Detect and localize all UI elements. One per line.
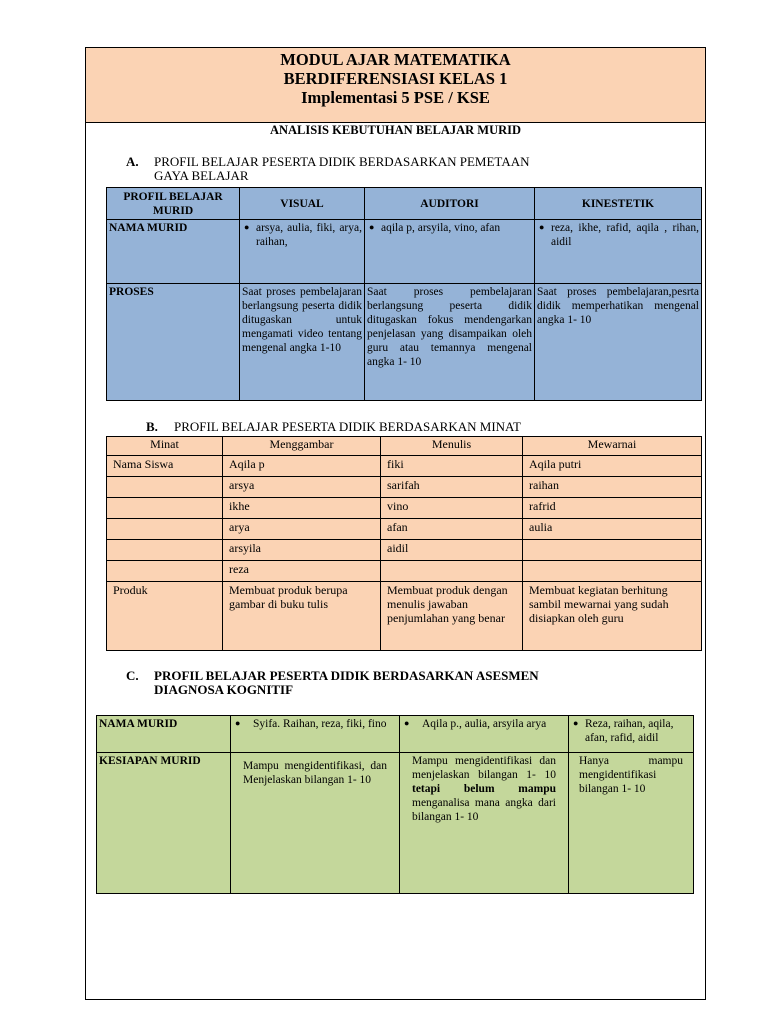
section-c-heading	[126, 669, 539, 697]
table-cell: Aqila p	[223, 456, 381, 477]
table-row	[107, 498, 702, 519]
kesiapan-col2	[400, 753, 569, 894]
row-label-produk: Produk	[107, 582, 223, 651]
section-c-letter: C.	[126, 668, 139, 683]
section-a-letter: A.	[126, 154, 139, 169]
table-cell: fiki	[381, 456, 523, 477]
header-menggambar: Menggambar	[223, 437, 381, 456]
kesiapan-col2-part-a: Mampu mengidentifikasi dan menjelaskan bilangan 1- 10	[412, 755, 556, 781]
table-cell	[523, 561, 702, 582]
section-a-title-line1: PROFIL BELAJAR PESERTA DIDIK BERDASARKAN PEMETAAN	[154, 154, 530, 169]
header-title-line1: MODUL AJAR MATEMATIKA	[280, 50, 511, 69]
table-row	[107, 284, 702, 401]
table-cell: aidil	[381, 540, 523, 561]
cognitive-names-3: ● Reza, raihan, aqila, afan, rafid, aidil	[569, 716, 694, 753]
analysis-subtitle: ANALISIS KEBUTUHAN BELAJAR MURID	[269, 123, 522, 137]
section-c-title-line2: DIAGNOSA KOGNITIF	[154, 682, 294, 697]
table-row	[97, 753, 694, 894]
header-title-line2: BERDIFERENSIASI KELAS 1	[283, 69, 508, 88]
table-header-row	[107, 437, 702, 456]
header-auditori: AUDITORI	[365, 188, 535, 220]
section-b-title: PROFIL BELAJAR PESERTA DIDIK BERDASARKAN MINAT	[174, 419, 521, 434]
visual-names: ● arsya, aulia, fiki, arya, raihan,	[240, 220, 365, 284]
auditori-proses: Saat proses pembelajaran berlangsung peserta didik ditugaskan fokus mendengarkan penjelasan yang disampaikan oleh guru atau temannya mengenal angka 1- 10	[365, 284, 535, 401]
interest-table	[106, 436, 702, 651]
learning-style-table	[106, 187, 702, 401]
table-cell: arsyila	[223, 540, 381, 561]
section-b-heading	[146, 420, 521, 434]
cognitive-names-2: ● Aqila p., aulia, arsyila arya	[400, 716, 569, 753]
table-row	[107, 561, 702, 582]
table-row	[107, 519, 702, 540]
section-c-title-line1: PROFIL BELAJAR PESERTA DIDIK BERDASARKAN ASESMEN	[154, 668, 539, 683]
visual-proses: Saat proses pembelajaran berlangsung peserta didik ditugaskan untuk mengamati video tentang mengenal angka 1-10	[240, 284, 365, 401]
header-visual: VISUAL	[240, 188, 365, 220]
module-header	[86, 48, 705, 123]
table-row	[107, 456, 702, 477]
auditori-names: ● aqila p, arsyila, vino, afan	[365, 220, 535, 284]
kinestetik-proses: Saat proses pembelajaran,pesrta didik memperhatikan mengenal angka 1- 10	[535, 284, 702, 401]
table-cell: ikhe	[223, 498, 381, 519]
row-label-nama-murid: NAMA MURID	[97, 716, 231, 753]
table-cell	[107, 561, 223, 582]
table-cell	[107, 519, 223, 540]
cognitive-table	[96, 715, 694, 894]
produk-menggambar: Membuat produk berupa gambar di buku tulis	[223, 582, 381, 651]
section-a-title-line2: GAYA BELAJAR	[154, 168, 249, 183]
header-mewarnai: Mewarnai	[523, 437, 702, 456]
table-cell	[107, 540, 223, 561]
kesiapan-col3: Hanya mampu mengidentifikasi bilangan 1- 10	[569, 753, 694, 894]
row-label-proses: PROSES	[107, 284, 240, 401]
table-cell	[381, 561, 523, 582]
kesiapan-col2-bold: tetapi belum mampu	[412, 783, 556, 795]
table-cell: sarifah	[381, 477, 523, 498]
table-row	[107, 540, 702, 561]
header-minat: Minat	[107, 437, 223, 456]
table-row	[97, 716, 694, 753]
header-title-line3: Implementasi 5 PSE / KSE	[301, 88, 490, 107]
table-cell: aulia	[523, 519, 702, 540]
kinestetik-names: ● reza, ikhe, rafid, aqila , rihan, aidil	[535, 220, 702, 284]
table-cell: vino	[381, 498, 523, 519]
table-cell	[523, 540, 702, 561]
table-row	[107, 220, 702, 284]
table-row	[107, 477, 702, 498]
produk-mewarnai: Membuat kegiatan berhitung sambil mewarnai yang sudah disiapkan oleh guru	[523, 582, 702, 651]
table-cell: reza	[223, 561, 381, 582]
table-cell: raihan	[523, 477, 702, 498]
header-profil: PROFIL BELAJAR MURID	[107, 188, 240, 220]
section-a-heading	[126, 155, 530, 183]
table-cell	[107, 477, 223, 498]
header-kinestetik: KINESTETIK	[535, 188, 702, 220]
table-cell: arya	[223, 519, 381, 540]
row-label-nama-murid: NAMA MURID	[107, 220, 240, 284]
table-cell	[107, 498, 223, 519]
table-cell: arsya	[223, 477, 381, 498]
kesiapan-col1: Mampu mengidentifikasi, dan Menjelaskan bilangan 1- 10	[231, 753, 400, 894]
header-menulis: Menulis	[381, 437, 523, 456]
produk-menulis: Membuat produk dengan menulis jawaban penjumlahan yang benar	[381, 582, 523, 651]
table-row	[107, 582, 702, 651]
table-header-row	[107, 188, 702, 220]
kesiapan-col2-part-b: menganalisa mana angka dari bilangan 1- 10	[412, 797, 556, 823]
row-label-kesiapan: KESIAPAN MURID	[97, 753, 231, 894]
table-cell: rafrid	[523, 498, 702, 519]
table-cell: Nama Siswa	[107, 456, 223, 477]
cognitive-names-1: ● Syifa. Raihan, reza, fiki, fino	[231, 716, 400, 753]
table-cell: Aqila putri	[523, 456, 702, 477]
section-b-letter: B.	[146, 419, 158, 434]
table-cell: afan	[381, 519, 523, 540]
